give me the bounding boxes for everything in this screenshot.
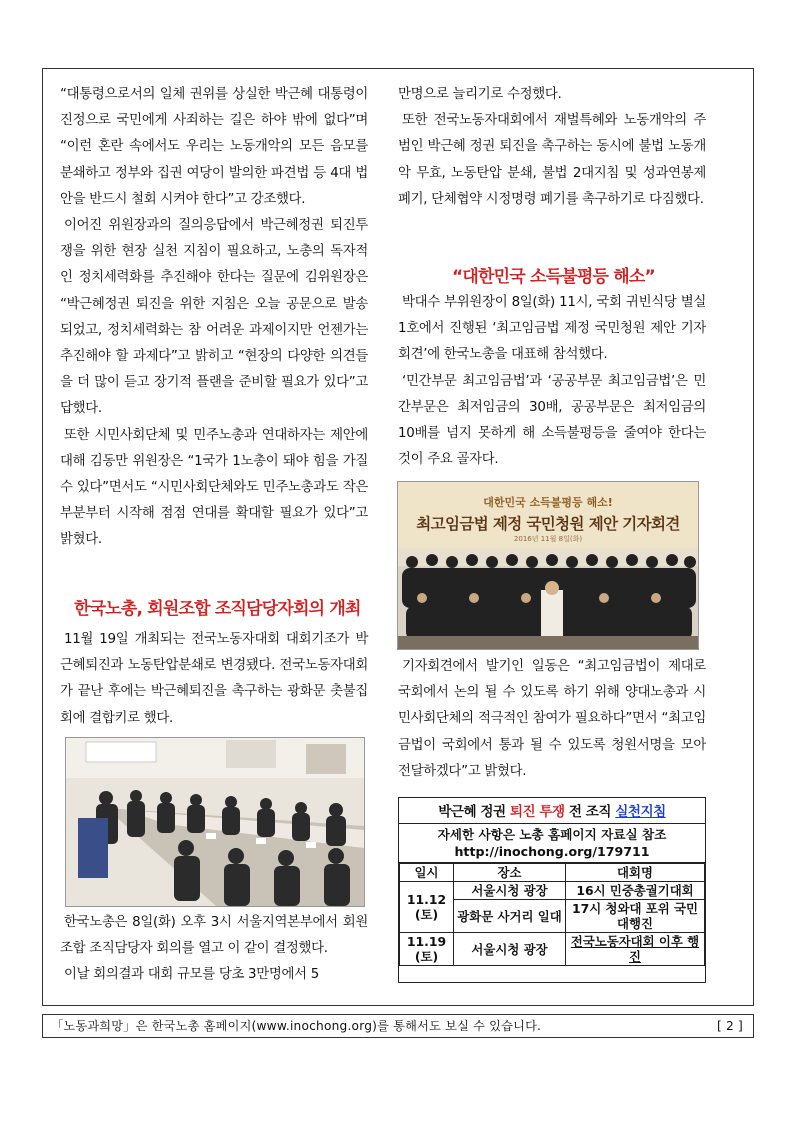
date-value: 11.19 [406,934,447,949]
schedule-date-cell [400,933,454,966]
section-heading-income: “대한민국 소득불평등 해소” [452,267,655,287]
right-column [398,82,706,213]
section-heading-meeting: 한국노총, 회원조합 조직담당자회의 개최 [74,599,361,619]
schedule-place: 광화문 사거리 일대 [454,900,566,933]
right-column-section3 [398,654,706,785]
schedule-table [399,863,705,966]
left-paragraph-5: 이날 회의결과 대회 규모를 당초 3만명에서 5 [64,967,319,983]
left-paragraph-1: “대통령으로서의 일체 권위를 상실한 박근혜 대통령이 진정으로 국민에게 사죄하는 길은 하야 밖에 없다”며 “이런 혼란 속에서도 우리는 노동개악의 모든 음모를 분쇄하고 정부와 집권 여당이 발의한 파견법 등 4대 법안을 반드시 철회 시켜야 한다”고 강조했다. [60,87,368,207]
left-paragraph-4: 11월 19일 개최되는 전국노동자대회 대회기조가 박근혜퇴진과 노동탄압분쇄로 변경됐다. 전국노동자대회가 끝난 후에는 박근혜퇴진을 촉구하는 광화문 촛불집회에 결합키로 했다. [60,632,368,726]
page-footer [42,1014,754,1038]
guideline-title [399,798,705,824]
title-part-a: 박근혜 정권 [438,804,510,820]
banner-line-2: 최고임금법 제정 국민청원 제안 기자회견 [416,515,680,533]
right-paragraph-2: 또한 전국노동자대회에서 재벌특혜와 노동개악의 주범인 박근혜 정권 퇴진을 촉구하는 동시에 불법 노동개악 무효, 노동탄압 분쇄, 불법 2대지침 및 성과연봉제 폐기, 단체협약 시정명령 폐기를 촉구하기로 다짐했다. [398,113,706,207]
guideline-reference [399,824,705,863]
footer-text: 「노동과희망」은 한국노총 홈페이지(www.inochong.org)를 통해서도 보실 수 있습니다. [51,1019,542,1033]
right-paragraph-3: 박대수 부위원장이 8일(화) 11시, 국회 귀빈식당 별실 1호에서 진행된 ‘최고임금법 제정 국민청원 제안 기자회견’에 한국노총을 대표해 참석했다. [398,295,706,363]
header-date: 일시 [400,864,454,882]
schedule-event: 전국노동자대회 이후 행진 [566,933,705,966]
left-paragraph-2: 이어진 위원장과의 질의응답에서 박근혜정권 퇴진투쟁을 위한 현장 실천 지침이 필요하고, 노총의 독자적인 정치세력화를 추진해야 한다는 질문에 김위원장은 “박근혜정권 퇴진을 위한 지침은 오늘 공문으로 발송되었고, 정치세력화는 참 어려운 과제이지만 언젠가는 추진해야 할 과제다”고 밝히고 “현장의 다양한 의견들을 더 많이 듣고 장기적 플랜을 준비할 필요가 있다”고 답했다. [60,218,368,417]
date-day: (토) [414,907,439,922]
header-event: 대회명 [566,864,705,882]
right-paragraph-4: ‘민간부문 최고임금법’과 ‘공공부문 최고임금법’은 민간부문은 최저임금의 30배, 공공부문은 최저임금의 10배를 넘지 못하게 해 소득불평등을 줄여야 한다는 것이 주요 골자다. [398,373,706,468]
reference-text: 자세한 사항은 노총 홈페이지 자료실 참조 [437,827,667,842]
guideline-box [398,797,706,983]
press-conference-photo [397,481,699,650]
reference-url[interactable]: http://inochong.org/179711 [454,844,650,859]
meeting-photo [65,737,365,907]
date-day: (토) [414,949,439,964]
banner-date: 2016년 11월 8일(화) [513,535,583,543]
right-paragraph-1: 만명으로 늘리기로 수정했다. [398,87,562,102]
schedule-place: 서울시청 광장 [454,882,566,900]
schedule-place: 서울시청 광장 [454,933,566,966]
schedule-event: 17시 청와대 포위 국민대행진 [566,900,705,933]
title-part-d: 실천지침 [615,804,666,820]
right-paragraph-5: 기자회견에서 발기인 일동은 “최고임금법이 제대로 국회에서 논의 될 수 있도록 하기 위해 양대노총과 시민사회단체의 적극적인 참여가 필요하다”면서 “최고임금법이 국회에서 통과 될 수 있도록 청원서명을 모아 전달하겠다”고 밝혔다. [398,659,706,779]
title-part-c: 전 조직 [564,804,616,820]
schedule-event: 16시 민중총궐기대회 [566,882,705,900]
left-column-section3 [60,910,368,989]
right-column-section2 [398,290,706,473]
left-column-section2 [60,627,368,732]
left-paragraph-3: 또한 시민사회단체 및 민주노총과 연대하자는 제안에 대해 김동만 위원장은 “1국가 1노총이 돼야 힘을 가질수 있다”면서도 “시민사회단체와도 민주노총과도 작은 부분부터 시작해 점점 연대를 확대할 필요가 있다”고 밝혔다. [60,427,368,548]
schedule-row [400,882,705,900]
page-number: [ 2 ] [716,1019,743,1033]
title-part-b: 퇴진 투쟁 [509,804,565,820]
banner-line-1: 대한민국 소득불평등 해소! [483,496,613,509]
photo-caption-meeting: 한국노총은 8일(화) 오후 3시 서울지역본부에서 회원조합 조직담당자 회의를 열고 이 같이 결정했다. [60,915,368,957]
schedule-date-cell [400,882,454,933]
left-column [60,82,368,554]
schedule-row [400,933,705,966]
date-value: 11.12 [406,892,447,907]
schedule-header-row [400,864,705,882]
header-place: 장소 [454,864,566,882]
